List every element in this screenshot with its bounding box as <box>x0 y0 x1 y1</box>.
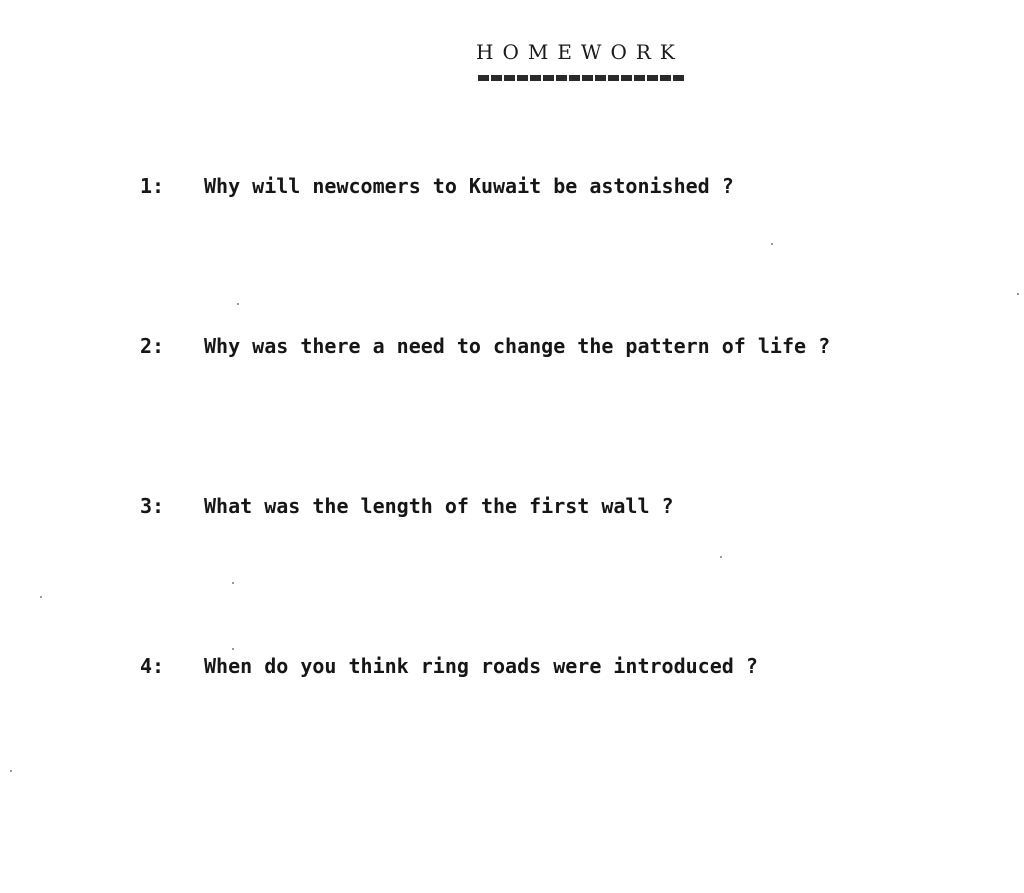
scan-speck <box>237 303 239 305</box>
title-underline <box>478 75 684 81</box>
scan-speck <box>720 556 722 558</box>
scan-speck <box>40 596 42 598</box>
question-number: 4: <box>140 654 165 678</box>
question-text: Why will newcomers to Kuwait be astonished ? <box>204 174 734 198</box>
scan-speck <box>10 770 12 772</box>
question-text: Why was there a need to change the pattern of life ? <box>204 334 831 358</box>
question-text: When do you think ring roads were introduced ? <box>204 654 758 678</box>
question-text: What was the length of the first wall ? <box>204 494 674 518</box>
scan-speck <box>1017 293 1019 295</box>
question-2 <box>140 334 830 358</box>
question-number: 3: <box>140 494 165 518</box>
scan-speck <box>232 648 234 650</box>
scan-speck <box>771 243 773 245</box>
question-4 <box>140 654 758 678</box>
scan-speck <box>232 582 234 584</box>
page-title: HOMEWORK <box>476 40 684 64</box>
question-number: 2: <box>140 334 165 358</box>
question-number: 1: <box>140 174 165 198</box>
question-3 <box>140 494 674 518</box>
question-1 <box>140 174 734 198</box>
